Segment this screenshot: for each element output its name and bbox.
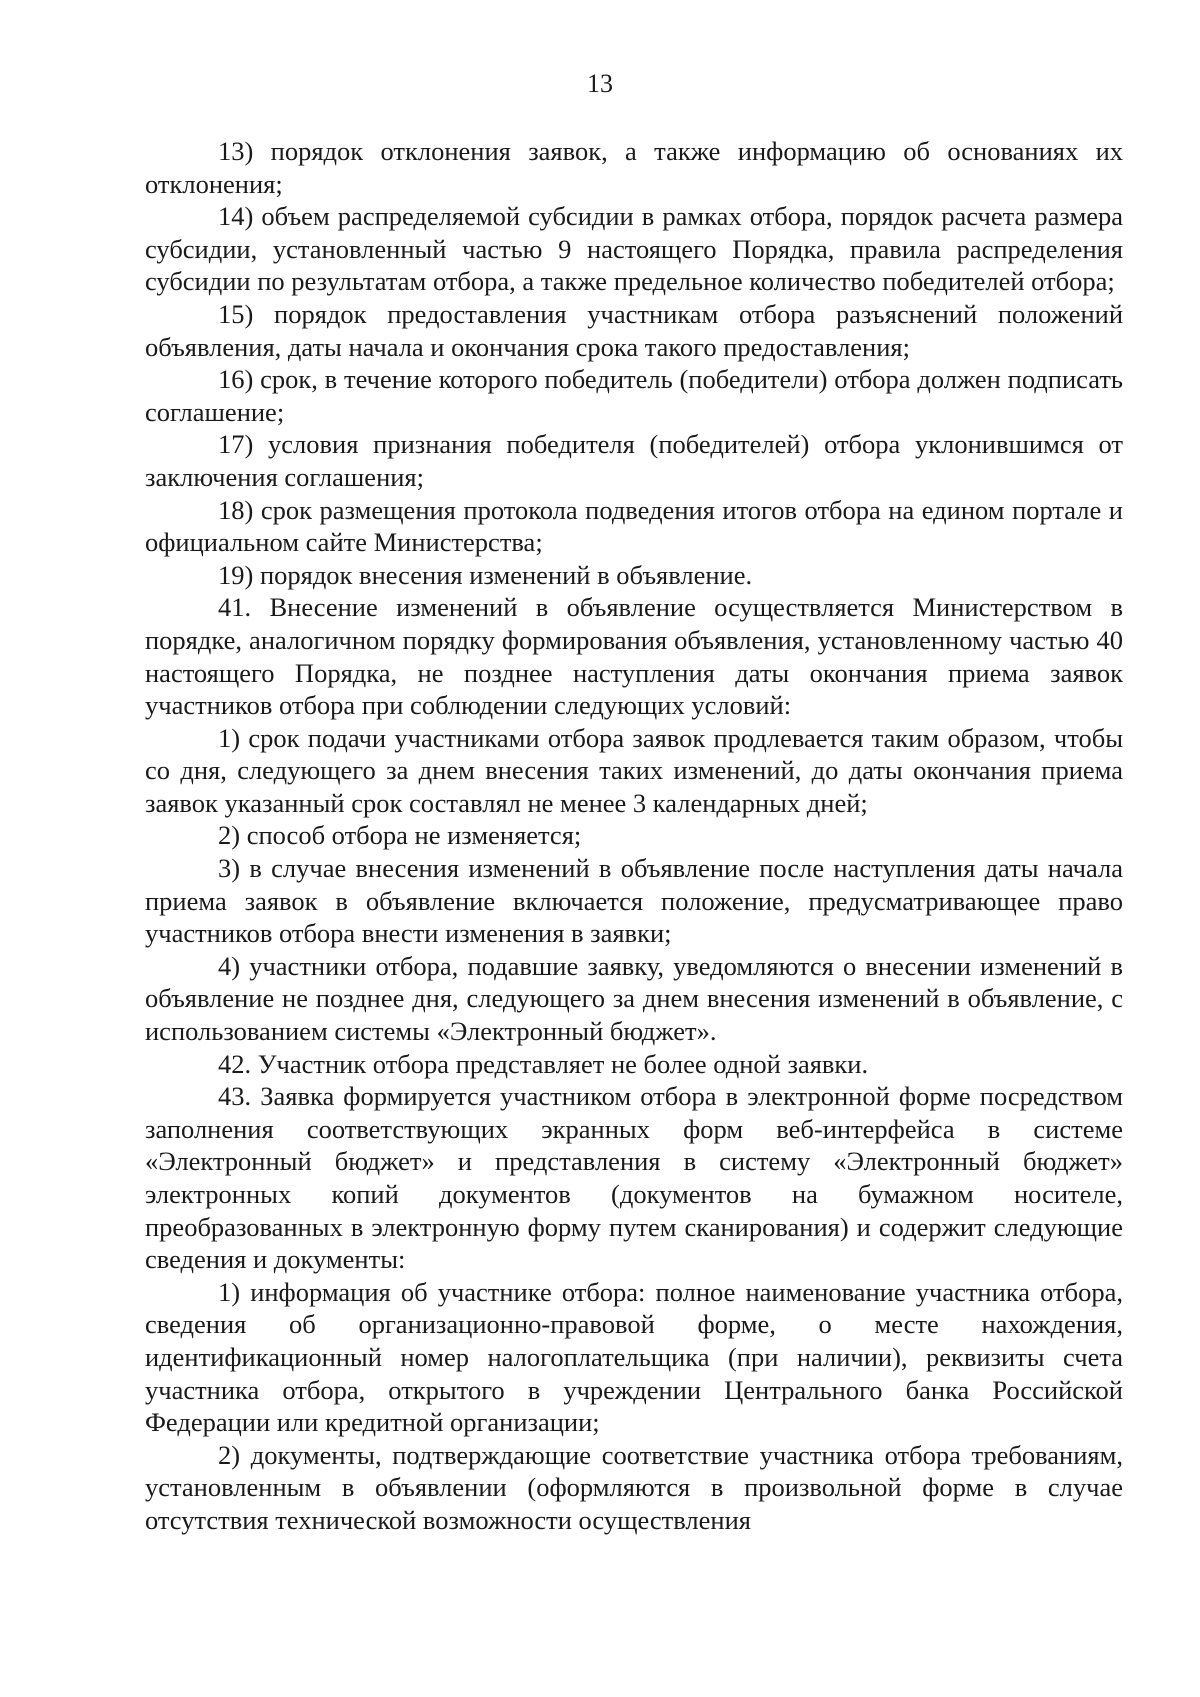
- condition-3-application-changes: 3) в случае внесения изменений в объявление после наступления даты начала приема заявок в объявление включается положение, предусматривающее право участников отбора внести изменения в заявки;: [145, 853, 1123, 949]
- item-13-rejection-procedure: 13) порядок отклонения заявок, а также информацию об основаниях их отклонения;: [145, 136, 1123, 199]
- item-14-subsidy-volume: 14) объем распределяемой субсидии в рамках отбора, порядок расчета размера субсидии, установленный частью 9 настоящего Порядка, правила распределения субсидии по результатам отбора, а также предельное количество победителей отбора;: [145, 201, 1123, 297]
- section-43-application-form: 43. Заявка формируется участником отбора в электронной форме посредством заполнения соответствующих экранных форм веб-интерфейса в системе «Электронный бюджет» и представления в систему «Электронный бюджет» электронных копий документов (документов на бумажном носителе, преобразованных в электронную форму путем сканирования) и содержит следующие сведения и документы:: [145, 1081, 1123, 1275]
- requirement-2-compliance-documents: 2) документы, подтверждающие соответствие участника отбора требованиям, установленным в объявлении (оформляются в произвольной форме в случае отсутствия технической возможности осуществления: [145, 1439, 1123, 1535]
- document-body: [145, 135, 1123, 1537]
- page-number: 13: [587, 69, 613, 98]
- item-18-protocol-placement: 18) срок размещения протокола подведения итогов отбора на едином портале и официальном сайте Министерства;: [145, 494, 1123, 558]
- condition-2-method-unchanged: 2) способ отбора не изменяется;: [218, 820, 582, 851]
- item-19-amendment-procedure: 19) порядок внесения изменений в объявление.: [218, 559, 753, 590]
- section-42-single-application: 42. Участник отбора представляет не более одной заявки.: [218, 1048, 869, 1079]
- requirement-1-participant-info: 1) информация об участнике отбора: полное наименование участника отбора, сведения об организационно-правовой форме, о месте нахождения, идентификационный номер налогоплательщика (при наличии), реквизиты счета участника отбора, открытого в учреждении Центрального банка Российской Федерации или кредитной организации;: [145, 1276, 1123, 1438]
- condition-1-deadline-extension: 1) срок подачи участниками отбора заявок продлевается таким образом, чтобы со дня, следующего за днем внесения таких изменений, до даты окончания приема заявок указанный срок составлял не менее 3 календарных дней;: [145, 722, 1123, 818]
- item-17-evasion-conditions: 17) условия признания победителя (победителей) отбора уклонившимся от заключения соглашения;: [145, 429, 1123, 492]
- item-15-clarifications: 15) порядок предоставления участникам отбора разъяснений положений объявления, даты начала и окончания срока такого предоставления;: [145, 298, 1123, 362]
- section-41-amendments: 41. Внесение изменений в объявление осуществляется Министерством в порядке, аналогичном порядку формирования объявления, установленному частью 40 настоящего Порядка, не позднее наступления даты окончания приема заявок участников отбора при соблюдении следующих условий:: [145, 592, 1123, 721]
- item-16-signing-deadline: 16) срок, в течение которого победитель (победители) отбора должен подписать соглашение;: [145, 364, 1123, 427]
- condition-4-notification: 4) участники отбора, подавшие заявку, уведомляются о внесении изменений в объявление не позднее дня, следующего за днем внесения изменений в объявление, с использованием системы «Электронный бюджет».: [145, 950, 1123, 1047]
